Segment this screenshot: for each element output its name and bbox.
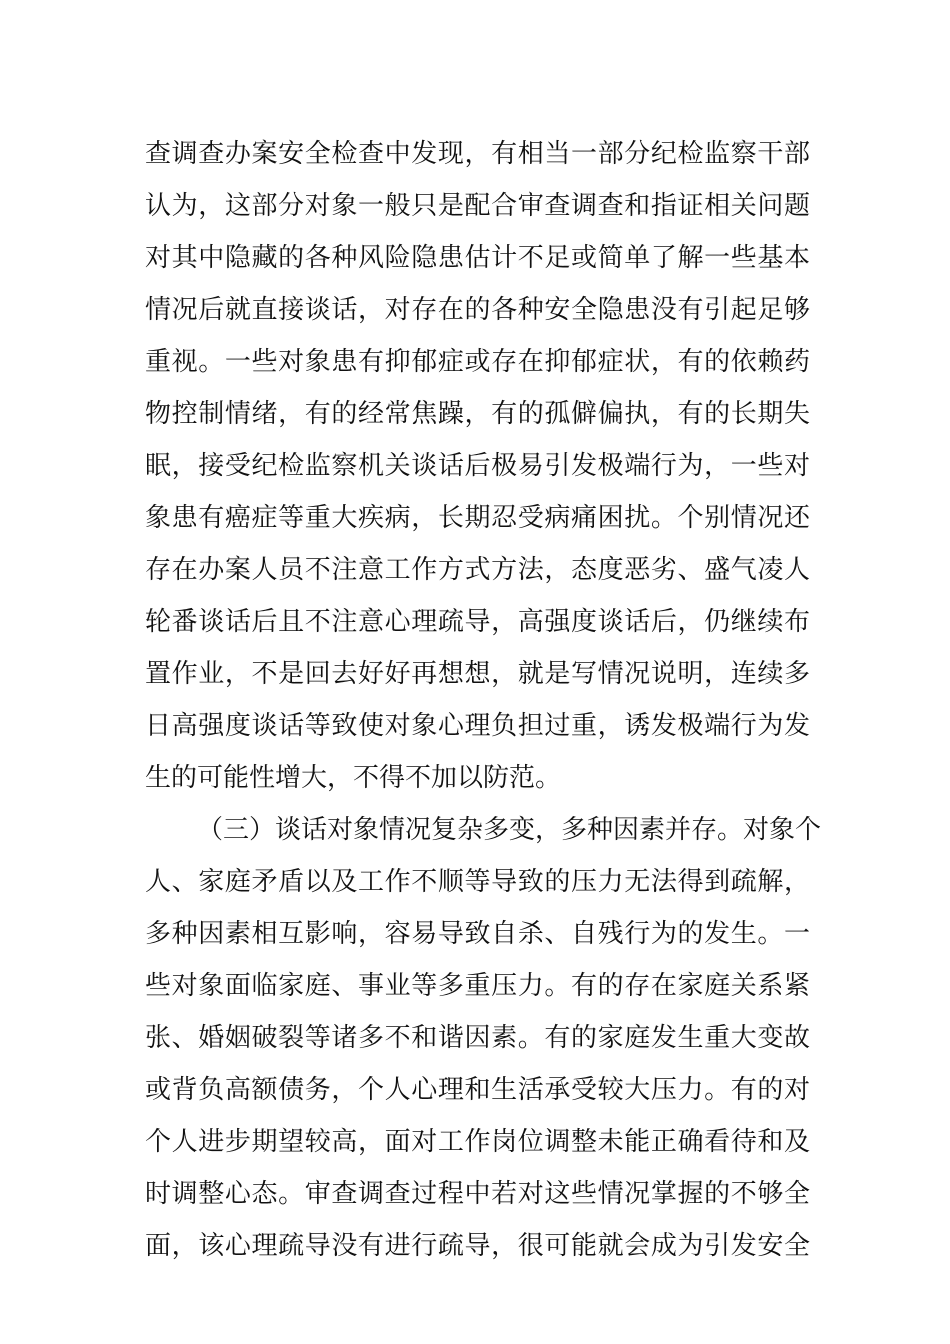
section-heading-line: （三）谈话对象情况复杂多变，多种因素并存。对象个 <box>197 815 822 845</box>
text-line: 面，该心理疏导没有进行疏导，很可能就会成为引发安全 <box>145 1231 810 1261</box>
text-line: 物控制情绪，有的经常焦躁，有的孤僻偏执，有的长期失 <box>145 399 810 429</box>
text-line: 重视。一些对象患有抑郁症或存在抑郁症状，有的依赖药 <box>145 347 810 377</box>
text-line: 情况后就直接谈话，对存在的各种安全隐患没有引起足够 <box>145 295 810 325</box>
text-line: 生的可能性增大，不得不加以防范。 <box>145 763 562 793</box>
text-line: 查调查办案安全检查中发现，有相当一部分纪检监察干部 <box>145 139 810 169</box>
text-line: 日高强度谈话等致使对象心理负担过重，诱发极端行为发 <box>145 711 810 741</box>
text-line: 些对象面临家庭、事业等多重压力。有的存在家庭关系紧 <box>145 971 810 1001</box>
text-line: 或背负高额债务，个人心理和生活承受较大压力。有的对 <box>145 1075 810 1105</box>
text-line: 轮番谈话后且不注意心理疏导，高强度谈话后，仍继续布 <box>145 607 810 637</box>
text-line: 个人进步期望较高，面对工作岗位调整未能正确看待和及 <box>145 1127 810 1157</box>
text-line: 存在办案人员不注意工作方式方法，态度恶劣、盛气凌人 <box>145 555 810 585</box>
text-line: 对其中隐藏的各种风险隐患估计不足或简单了解一些基本 <box>145 243 810 273</box>
text-line: 多种因素相互影响，容易导致自杀、自残行为的发生。一 <box>145 919 810 949</box>
text-line: 认为，这部分对象一般只是配合审查调查和指证相关问题 <box>145 191 810 221</box>
text-line: 象患有癌症等重大疾病，长期忍受病痛困扰。个别情况还 <box>145 503 810 533</box>
text-line: 张、婚姻破裂等诸多不和谐因素。有的家庭发生重大变故 <box>145 1023 810 1053</box>
text-line: 眠，接受纪检监察机关谈话后极易引发极端行为，一些对 <box>145 451 810 481</box>
text-line: 时调整心态。审查调查过程中若对这些情况掌握的不够全 <box>145 1179 810 1209</box>
text-line: 人、家庭矛盾以及工作不顺等导致的压力无法得到疏解， <box>145 867 810 897</box>
text-line: 置作业，不是回去好好再想想，就是写情况说明，连续多 <box>145 659 810 689</box>
